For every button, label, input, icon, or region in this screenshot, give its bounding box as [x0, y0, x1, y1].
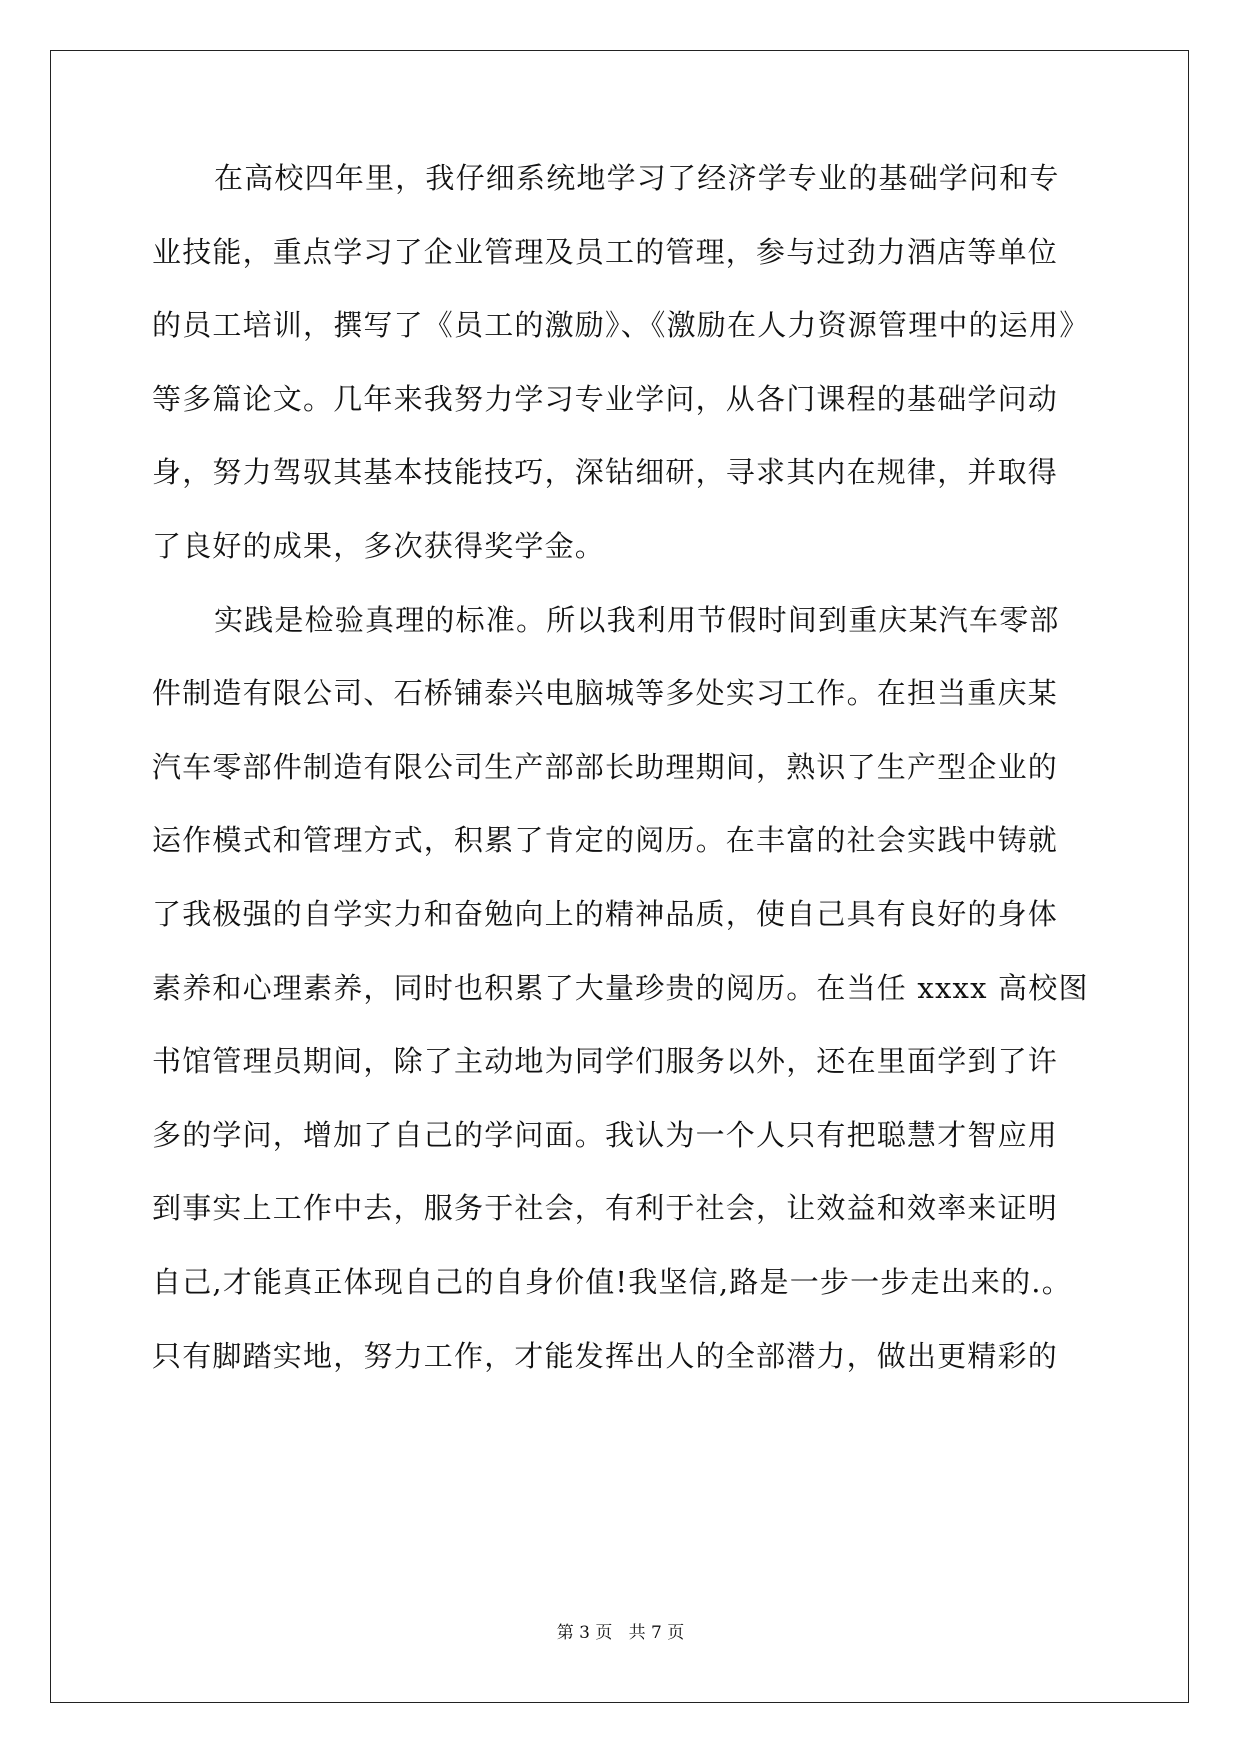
- paragraph-1-line-1: 在高校四年里，我仔细系统地学习了经济学专业的基础学问和专: [214, 161, 1060, 195]
- paragraph-2-line-5: 了我极强的自学实力和奋勉向上的精神品质，使自己具有良好的身体: [152, 897, 1059, 931]
- page-number: 第 3 页: [556, 1623, 613, 1643]
- page-total: 共 7 页: [628, 1623, 685, 1643]
- paragraph-2-line-1: 实践是检验真理的标准。所以我利用节假时间到重庆某汽车零部: [214, 602, 1060, 637]
- page-border: [50, 50, 1189, 1703]
- paragraph-2-line-7: 书馆管理员期间，除了主动地为同学们服务以外，还在里面学到了许: [152, 1044, 1059, 1079]
- paragraph-2-line-8: 多的学问，增加了自己的学问面。我认为一个人只有把聪慧才智应用: [152, 1117, 1059, 1152]
- footer-separator: [612, 1623, 628, 1643]
- paragraph-1-line-6: 了良好的成果，多次获得奖学金。: [152, 529, 606, 563]
- paragraph-2-line-3: 汽车零部件制造有限公司生产部部长助理期间，熟识了生产型企业的: [152, 749, 1059, 784]
- paragraph-2-line-2: 件制造有限公司、石桥铺泰兴电脑城等多处实习工作。在担当重庆某: [152, 676, 1059, 711]
- paragraph-1-line-2: 业技能，重点学习了企业管理及员工的管理，参与过劲力酒店等单位: [152, 234, 1059, 269]
- paragraph-2-line-11: 只有脚踏实地，努力工作，才能发挥出人的全部潜力，做出更精彩的: [152, 1338, 1059, 1373]
- paragraph-2-line-9: 到事实上工作中去，服务于社会，有利于社会，让效益和效率来证明: [152, 1191, 1059, 1226]
- paragraph-1-line-3: 的员工培训，撰写了《员工的激励》、《激励在人力资源管理中的运用》: [152, 308, 1090, 343]
- paragraph-2-line-10: 自己,才能真正体现自己的自身价值!我坚信,路是一步一步走出来的.。: [152, 1265, 1072, 1299]
- paragraph-2-line-4: 运作模式和管理方式，积累了肯定的阅历。在丰富的社会实践中铸就: [152, 823, 1059, 858]
- paragraph-2-line-6: 素养和心理素养，同时也积累了大量珍贵的阅历。在当任 xxxx 高校图: [152, 970, 1089, 1005]
- paragraph-1-line-5: 身，努力驾驭其基本技能技巧，深钻细研，寻求其内在规律，并取得: [152, 455, 1059, 490]
- page-footer: [0, 1622, 1241, 1644]
- paragraph-1-line-4: 等多篇论文。几年来我努力学习专业学问，从各门课程的基础学问动: [152, 381, 1059, 416]
